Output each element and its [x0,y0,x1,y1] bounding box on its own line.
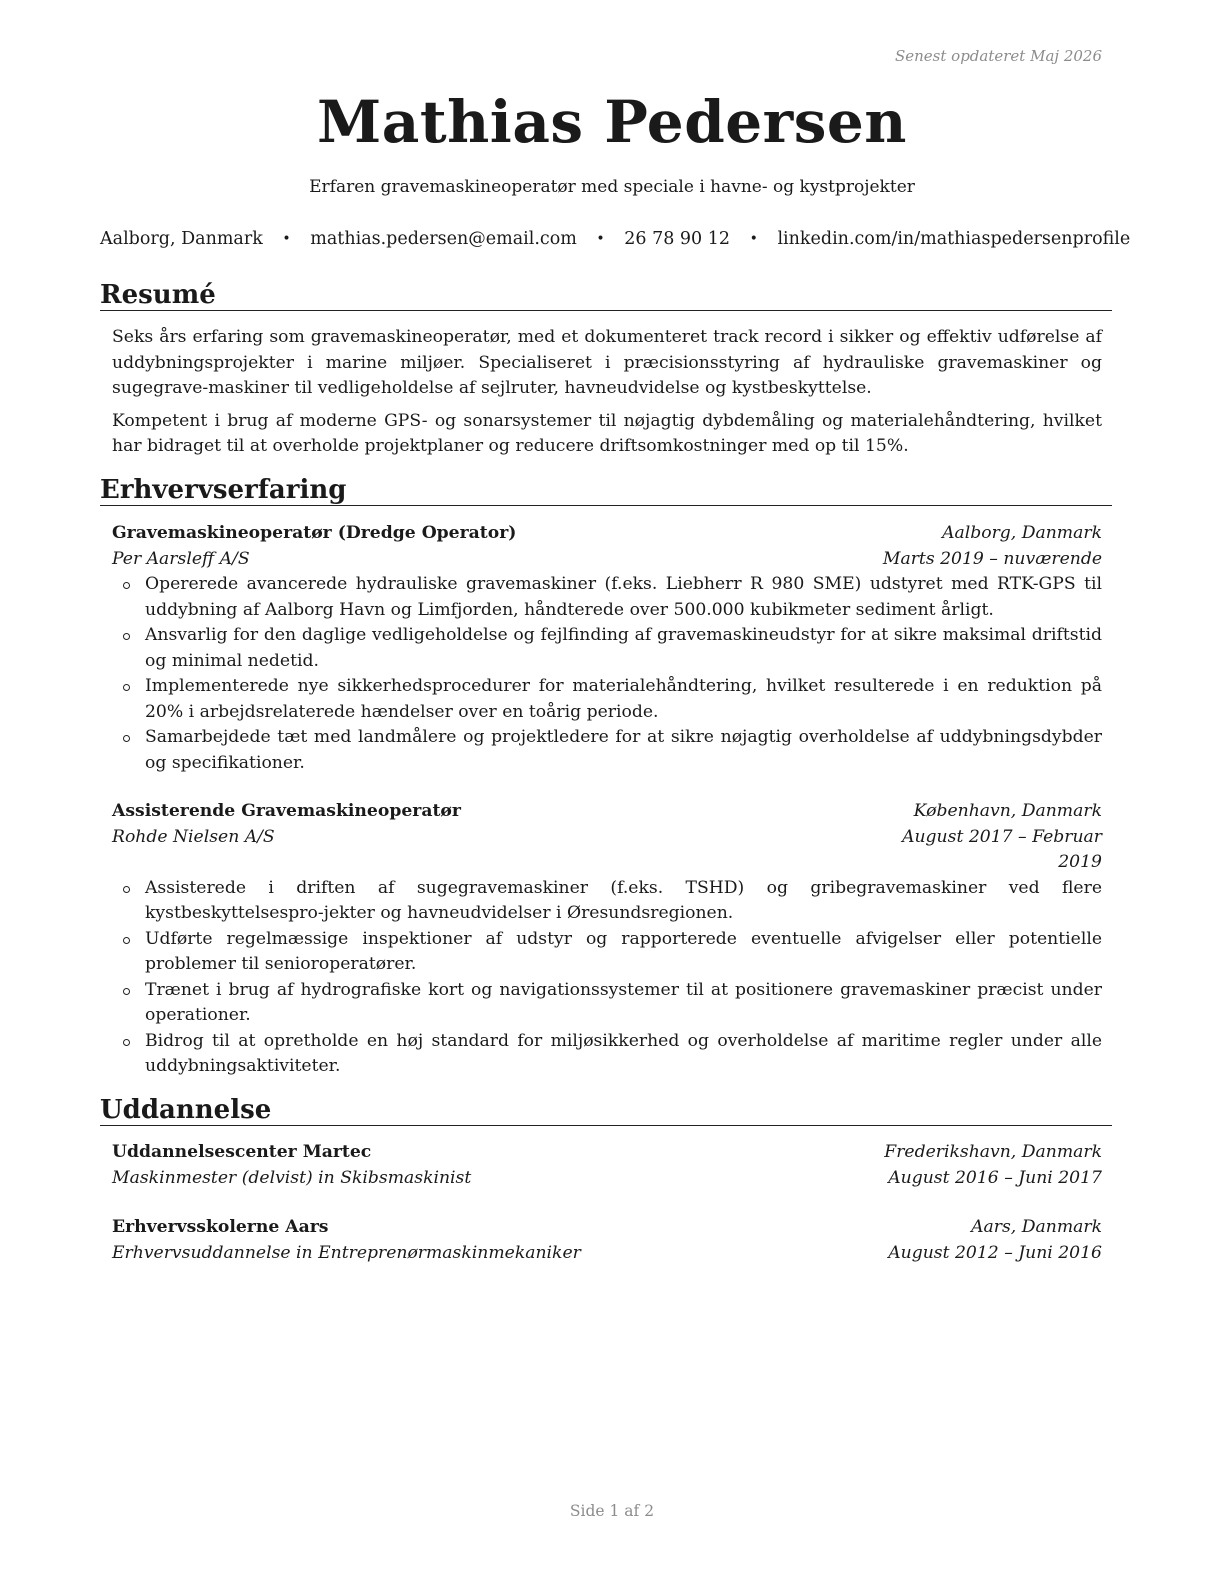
school-name: Uddannelsescenter Martec [112,1142,372,1162]
list-item: Udførte regelmæssige inspektioner af udstyr og rapporterede eventuelle afvigelser eller potentielle problemer til senioroperatører. [112,927,1102,978]
contact-email[interactable]: mathias.pedersen@email.com [310,229,577,249]
job-role: Assisterende Gravemaskineoperatør [112,801,461,821]
summary-paragraph: Seks års erfaring som gravemaskineoperatør, med et dokumenteret track record i sikker og effektiv udførelse af uddybningsprojekter i marine miljøer. Specialiseret i præcisionsstyring af hydrauliske gravemaskiner og sugegrave-maskiner til vedligeholdelse af sejlruter, havneudvidelse og kystbeskyttelse. [112,327,1102,398]
job-dates: August 2017 – Februar 2019 [902,826,1102,872]
education-dates: August 2012 – Juni 2016 [888,1242,1102,1263]
tagline: Erfaren gravemaskineoperatør med speciale i havne- og kystprojekter [309,177,915,197]
degree: Erhvervsuddannelse in Entreprenørmaskinmekaniker [112,1242,581,1263]
job-location: København, Danmark [913,801,1102,821]
page-number: Side 1 af 2 [569,1502,655,1520]
contact-line [100,229,1131,249]
degree: Maskinmester (delvist) in Skibsmaskinist [112,1167,472,1188]
job-bullets [112,572,1102,776]
list-item: Implementerede nye sikkerhedsprocedurer for materialehåndtering, hvilket resulterede i en reduktion på 20% i arbejdsrelaterede hændelser over en toårig periode. [112,674,1102,725]
education-entry [112,1215,1102,1266]
job-location: Aalborg, Danmark [942,523,1102,543]
summary-paragraph: Kompetent i brug af moderne GPS- og sonarsystemer til nøjagtig dybdemåling og materialehåndtering, hvilket har bidraget til at overholde projektplaner og reducere driftsomkostninger med op til 15%. [112,410,1102,456]
job-company: Per Aarsleff A/S [112,548,250,569]
job-entry [112,799,1102,1080]
school-location: Aars, Danmark [971,1217,1102,1237]
bullet-separator: • [596,231,605,247]
list-item: Trænet i brug af hydrografiske kort og navigationssystemer til at positionere gravemaskiner præcist under operationer. [112,978,1102,1029]
list-item: Bidrog til at opretholde en høj standard for miljøsikkerhed og overholdelse af maritime regler under alle uddybningsaktiviteter. [112,1029,1102,1080]
contact-location: Aalborg, Danmark [100,229,263,249]
summary-section [112,325,1102,467]
section-title-summary: Resumé [100,280,1112,311]
list-item: Assisterede i driften af sugegravemaskiner (f.eks. TSHD) og gribegravemaskiner ved flere kystbeskyttelsespro-jekter og havneudvidelser i Øresundsregionen. [112,876,1102,927]
candidate-name: Mathias Pedersen [317,88,907,156]
list-item: Ansvarlig for den daglige vedligeholdelse og fejlfinding af gravemaskineudstyr for at sikre maksimal driftstid og minimal nedetid. [112,623,1102,674]
school-name: Erhvervsskolerne Aars [112,1217,329,1237]
list-item: Samarbejdede tæt med landmålere og projektledere for at sikre nøjagtig overholdelse af uddybningsdybder og specifikationer. [112,725,1102,776]
job-role: Gravemaskineoperatør (Dredge Operator) [112,523,517,543]
job-entry [112,521,1102,776]
education-entry [112,1140,1102,1191]
school-location: Frederikshavn, Danmark [884,1142,1102,1162]
job-company: Rohde Nielsen A/S [112,826,275,847]
contact-phone[interactable]: 26 78 90 12 [624,229,731,249]
contact-linkedin[interactable]: linkedin.com/in/mathiaspedersenprofile [777,229,1131,249]
job-dates: Marts 2019 – nuværende [882,548,1102,569]
job-bullets [112,876,1102,1080]
list-item: Opererede avancerede hydrauliske gravemaskiner (f.eks. Liebherr R 980 SME) udstyret med RTK-GPS til uddybning af Aalborg Havn og Limfjorden, håndterede over 500.000 kubikmeter sediment årligt. [112,572,1102,623]
bullet-separator: • [749,231,758,247]
section-title-experience: Erhvervserfaring [100,475,1112,506]
last-updated: Senest opdateret Maj 2026 [894,47,1102,65]
section-title-education: Uddannelse [100,1095,1112,1126]
bullet-separator: • [282,231,291,247]
education-dates: August 2016 – Juni 2017 [888,1167,1102,1188]
